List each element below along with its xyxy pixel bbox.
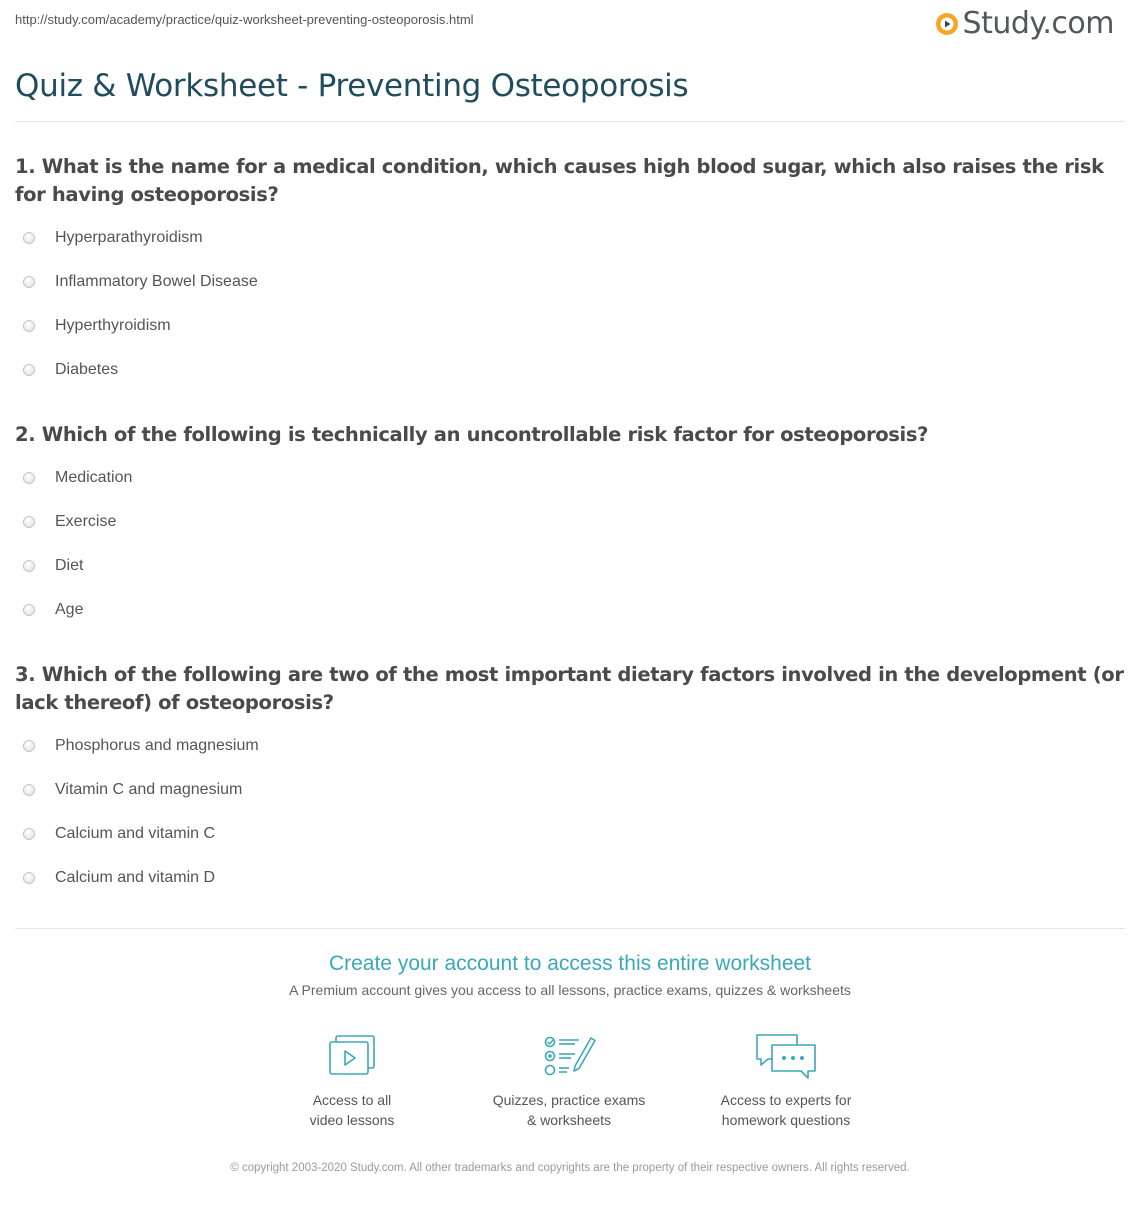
study-logo[interactable] <box>935 6 1114 41</box>
logo-text: Study.com <box>962 6 1114 41</box>
quiz-checklist-icon <box>541 1032 597 1080</box>
radio-button[interactable] <box>23 472 35 484</box>
option-label: Phosphorus and magnesium <box>55 737 259 754</box>
video-lessons-icon <box>326 1032 378 1080</box>
option-label: Medication <box>55 469 133 486</box>
question-1 <box>15 153 1125 392</box>
answer-option[interactable] <box>15 216 1125 260</box>
question-2 <box>15 421 1125 632</box>
feature-label-line: Access to all <box>312 1092 392 1108</box>
option-label: Hyperthyroidism <box>55 317 171 334</box>
cta-subtitle: A Premium account gives you access to all lessons, practice exams, quizzes & worksheets <box>289 982 851 998</box>
radio-button[interactable] <box>23 516 35 528</box>
cta-title-link[interactable]: Create your account to access this entire worksheet <box>328 952 812 975</box>
radio-button[interactable] <box>23 276 35 288</box>
option-label: Exercise <box>55 513 117 530</box>
answer-options <box>15 724 1125 900</box>
answer-option[interactable] <box>15 348 1125 392</box>
answer-option[interactable] <box>15 456 1125 500</box>
answer-option[interactable] <box>15 588 1125 632</box>
answer-options <box>15 216 1125 392</box>
premium-cta <box>0 952 1140 998</box>
page-url: http://study.com/academy/practice/quiz-worksheet-preventing-osteoporosis.html <box>15 12 474 27</box>
radio-button[interactable] <box>23 872 35 884</box>
question-text: 1. What is the name for a medical condition, which causes high blood sugar, which also raises the risk for having osteoporosis? <box>15 155 1104 206</box>
option-label: Calcium and vitamin D <box>55 869 216 886</box>
answer-option[interactable] <box>15 724 1125 768</box>
option-label: Calcium and vitamin C <box>55 825 216 842</box>
option-label: Diabetes <box>55 361 119 378</box>
feature-label-line: Access to experts for <box>720 1092 852 1108</box>
chat-bubbles-icon <box>754 1032 818 1084</box>
answer-option[interactable] <box>15 260 1125 304</box>
question-3 <box>15 661 1125 900</box>
answer-option[interactable] <box>15 856 1125 900</box>
option-label: Vitamin C and magnesium <box>55 781 243 798</box>
option-label: Diet <box>55 557 84 574</box>
answer-option[interactable] <box>15 544 1125 588</box>
option-label: Hyperparathyroidism <box>55 229 203 246</box>
copyright-notice: © copyright 2003-2020 Study.com. All other trademarks and copyrights are the property of their respective owners. All rights reserved. <box>230 1162 910 1174</box>
answer-option[interactable] <box>15 812 1125 856</box>
feature-label-line: video lessons <box>309 1112 395 1128</box>
option-label: Inflammatory Bowel Disease <box>55 273 258 290</box>
feature-experts <box>686 1032 886 1130</box>
play-circle-icon <box>935 12 959 36</box>
radio-button[interactable] <box>23 560 35 572</box>
feature-label-line: Quizzes, practice exams <box>492 1092 646 1108</box>
radio-button[interactable] <box>23 828 35 840</box>
radio-button[interactable] <box>23 604 35 616</box>
answer-option[interactable] <box>15 500 1125 544</box>
question-text: 3. Which of the following are two of the most important dietary factors involved in the development (or lack thereof) of osteoporosis? <box>15 663 1124 714</box>
content-divider <box>15 928 1125 929</box>
radio-button[interactable] <box>23 232 35 244</box>
answer-option[interactable] <box>15 304 1125 348</box>
option-label: Age <box>55 601 84 618</box>
answer-options <box>15 456 1125 632</box>
feature-label-line: & worksheets <box>526 1112 612 1128</box>
radio-button[interactable] <box>23 784 35 796</box>
page-title: Quiz & Worksheet - Preventing Osteoporosis <box>15 68 689 104</box>
radio-button[interactable] <box>23 364 35 376</box>
feature-video-lessons <box>252 1032 452 1130</box>
feature-quizzes <box>469 1032 669 1130</box>
answer-option[interactable] <box>15 768 1125 812</box>
header-divider <box>15 121 1125 122</box>
radio-button[interactable] <box>23 320 35 332</box>
feature-label-line: homework questions <box>721 1112 851 1128</box>
premium-features <box>0 1032 1140 1142</box>
radio-button[interactable] <box>23 740 35 752</box>
question-text: 2. Which of the following is technically an uncontrollable risk factor for osteoporosis? <box>15 423 929 446</box>
